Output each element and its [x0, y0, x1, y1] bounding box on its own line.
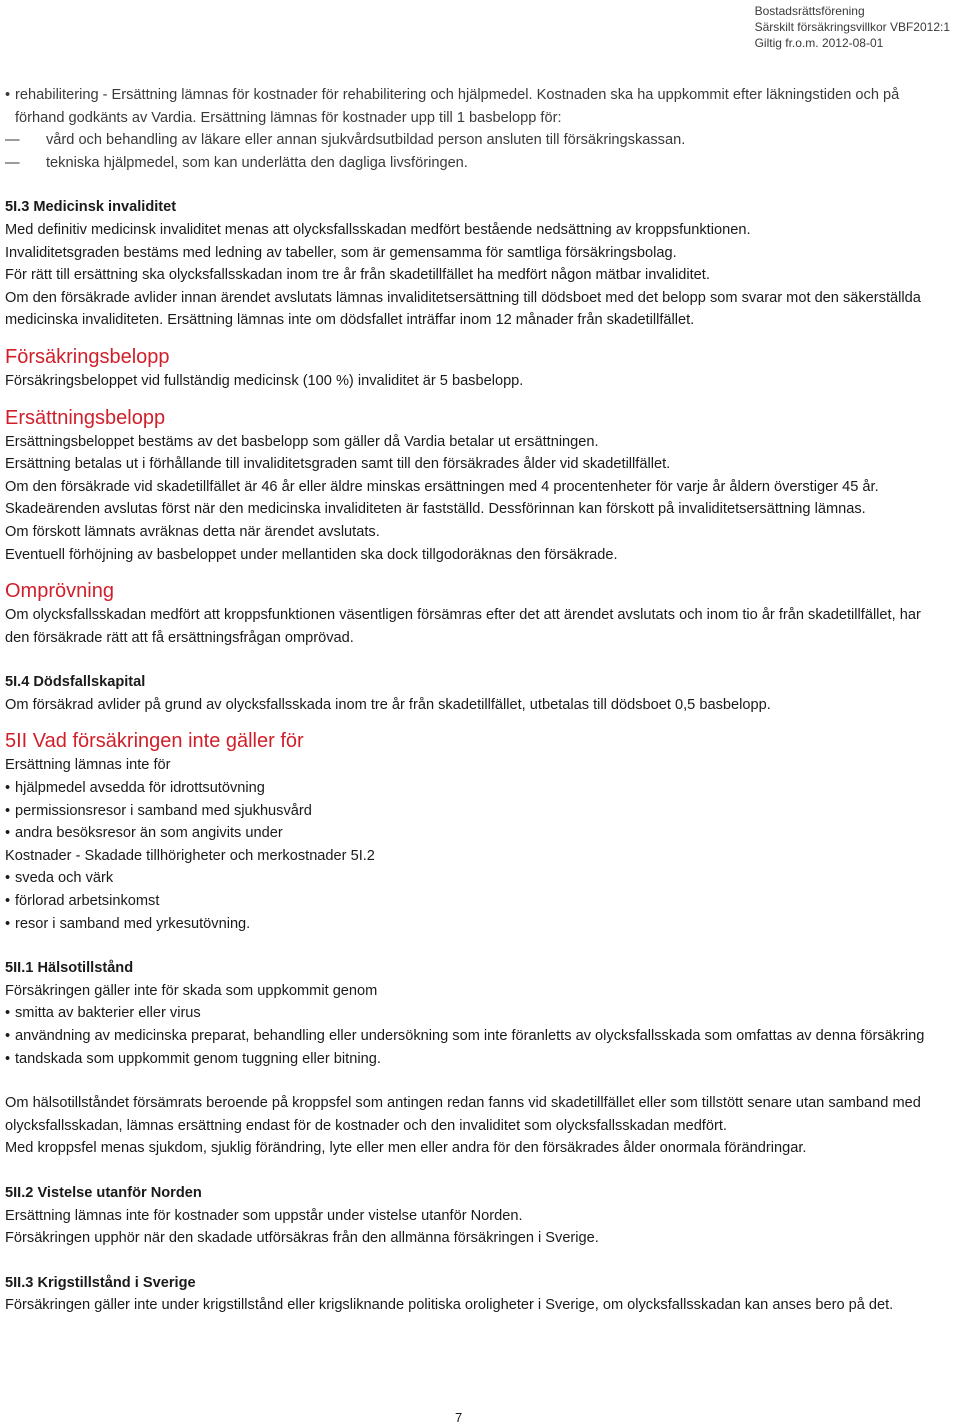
paragraph: Försäkringen gäller inte för skada som uppkommit genom	[5, 982, 378, 999]
paragraph: Om hälsotillståndet försämrats beroende på kroppsfel som antingen redan fanns vid skadetillfället eller som tillstött senare utan samband med olycksfallsskadan, lämnas ersättning endast för de kostnader och den invaliditet som olycksfallsskadan medfört.	[5, 1095, 921, 1134]
paragraph: Skadeärenden avslutas först när den medicinska invaliditeten är fastställd. Dessförinnan kan förskott på invaliditetsersättning lämnas.	[5, 501, 866, 518]
list-item: • resor i samband med yrkesutövning.	[5, 913, 940, 936]
paragraph: Om försäkrad avlider på grund av olycksfallsskada inom tre år från skadetillfället, utbetalas till dödsboet 0,5 basbelopp.	[5, 696, 771, 713]
paragraph: Ersättning betalas ut i förhållande till invaliditetsgraden samt till den försäkrades ålder vid skadetillfället.	[5, 456, 671, 473]
paragraph: Med definitiv medicinsk invaliditet menas att olycksfallsskadan medfört bestående nedsättning av kroppsfunktionen.	[5, 221, 751, 238]
list-item: • tandskada som uppkommit genom tuggning eller bitning.	[5, 1048, 940, 1071]
list-item: • förlorad arbetsinkomst	[5, 890, 940, 913]
paragraph: För rätt till ersättning ska olycksfallsskadan inom tre år från skadetillfället ha medfört någon mätbar invaliditet.	[5, 267, 710, 284]
list-item: • smitta av bakterier eller virus	[5, 1002, 940, 1025]
document-body	[5, 84, 940, 1317]
paragraph: Ersättning lämnas inte för	[5, 757, 171, 774]
section-heading: 5II.1 Hälsotillstånd	[5, 960, 134, 977]
section-heading: Försäkringsbelopp	[5, 345, 170, 368]
list-item: — tekniska hjälpmedel, som kan underlätta den dagliga livsföringen.	[5, 152, 940, 175]
section-heading: 5II.3 Krigstillstånd i Sverige	[5, 1274, 196, 1291]
header-terms: Särskilt försäkringsvillkor VBF2012:1	[754, 20, 950, 34]
paragraph: Med kroppsfel menas sjukdom, sjuklig förändring, lyte eller men eller andra för den försäkrades ålder onormala förändringar.	[5, 1140, 807, 1157]
header-org: Bostadsrättsförening	[754, 4, 865, 18]
list-item: • användning av medicinska preparat, behandling eller undersökning som inte föranletts av olycksfallsskada som omfattas av denna försäkring	[5, 1025, 940, 1048]
paragraph: Ersättning lämnas inte för kostnader som uppstår under vistelse utanför Norden.	[5, 1207, 523, 1224]
intro-section	[5, 84, 940, 174]
paragraph: Invaliditetsgraden bestäms med ledning av tabeller, som är gemensamma för samtliga försäkringsbolag.	[5, 244, 677, 261]
paragraph: Om den försäkrade avlider innan ärendet avslutats lämnas invaliditetsersättning till dödsboet med det belopp som svarar mot den säkerställda medicinska invaliditeten. Ersättning lämnas inte om dödsfallet inträffar inom 12 månader från skadetillfället.	[5, 289, 921, 329]
list-item: • permissionsresor i samband med sjukhusvård	[5, 800, 940, 823]
paragraph: Försäkringsbeloppet vid fullständig medicinsk (100 %) invaliditet är 5 basbelopp.	[5, 372, 524, 389]
section-heading: 5I.4 Dödsfallskapital	[5, 674, 146, 691]
paragraph: Försäkringen gäller inte under krigstillstånd eller krigsliknande politiska oroligheter i Sverige, om olycksfallsskadan kan anses bero på det.	[5, 1297, 894, 1314]
list-item: • sveda och värk	[5, 867, 940, 890]
section-heading: Omprövning	[5, 580, 114, 603]
paragraph: Om den försäkrade vid skadetillfället är 46 år eller äldre minskas ersättningen med 4 procentenheter för varje år åldern överstiger 45 år.	[5, 478, 879, 495]
paragraph: Försäkringen upphör när den skadade utförsäkras från den allmänna försäkringen i Sverige.	[5, 1230, 599, 1247]
page-header	[755, 3, 950, 51]
list-item: • rehabilitering - Ersättning lämnas för kostnader för rehabilitering och hjälpmedel. Kostnaden ska ha uppkommit efter läkningstiden och på förhand godkänts av Vardia. Ersättning lämnas för kostnader upp till 1 basbelopp för:	[5, 84, 940, 129]
section-heading: 5I.3 Medicinsk invaliditet	[5, 199, 177, 216]
paragraph: Om förskott lämnats avräknas detta när ärendet avslutats.	[5, 523, 380, 540]
section-heading: 5II.2 Vistelse utanför Norden	[5, 1184, 202, 1201]
paragraph: Om olycksfallsskadan medfört att kroppsfunktionen väsentligen försämras efter det att ärendet avslutats och inom tio år från skadetillfället, har den försäkrade rätt att få ersättningsfrågan omprövad.	[5, 607, 921, 646]
section-heading: 5II Vad försäkringen inte gäller för	[5, 730, 304, 753]
list-item: • hjälpmedel avsedda för idrottsutövning	[5, 777, 940, 800]
section-heading: Ersättningsbelopp	[5, 406, 166, 429]
paragraph: Ersättningsbeloppet bestäms av det basbelopp som gäller då Vardia betalar ut ersättningen.	[5, 433, 599, 450]
list-item: — vård och behandling av läkare eller annan sjukvårdsutbildad person ansluten till försäkringskassan.	[5, 129, 940, 152]
header-valid-date: Giltig fr.o.m. 2012-08-01	[754, 36, 884, 50]
list-item: • andra besöksresor än som angivits under	[5, 822, 940, 845]
page-number: 7	[455, 1410, 463, 1425]
paragraph: Eventuell förhöjning av basbeloppet under mellantiden ska dock tillgodoräknas den försäkrade.	[5, 546, 618, 563]
paragraph: Kostnader - Skadade tillhörigheter och merkostnader 5I.2	[5, 847, 375, 864]
